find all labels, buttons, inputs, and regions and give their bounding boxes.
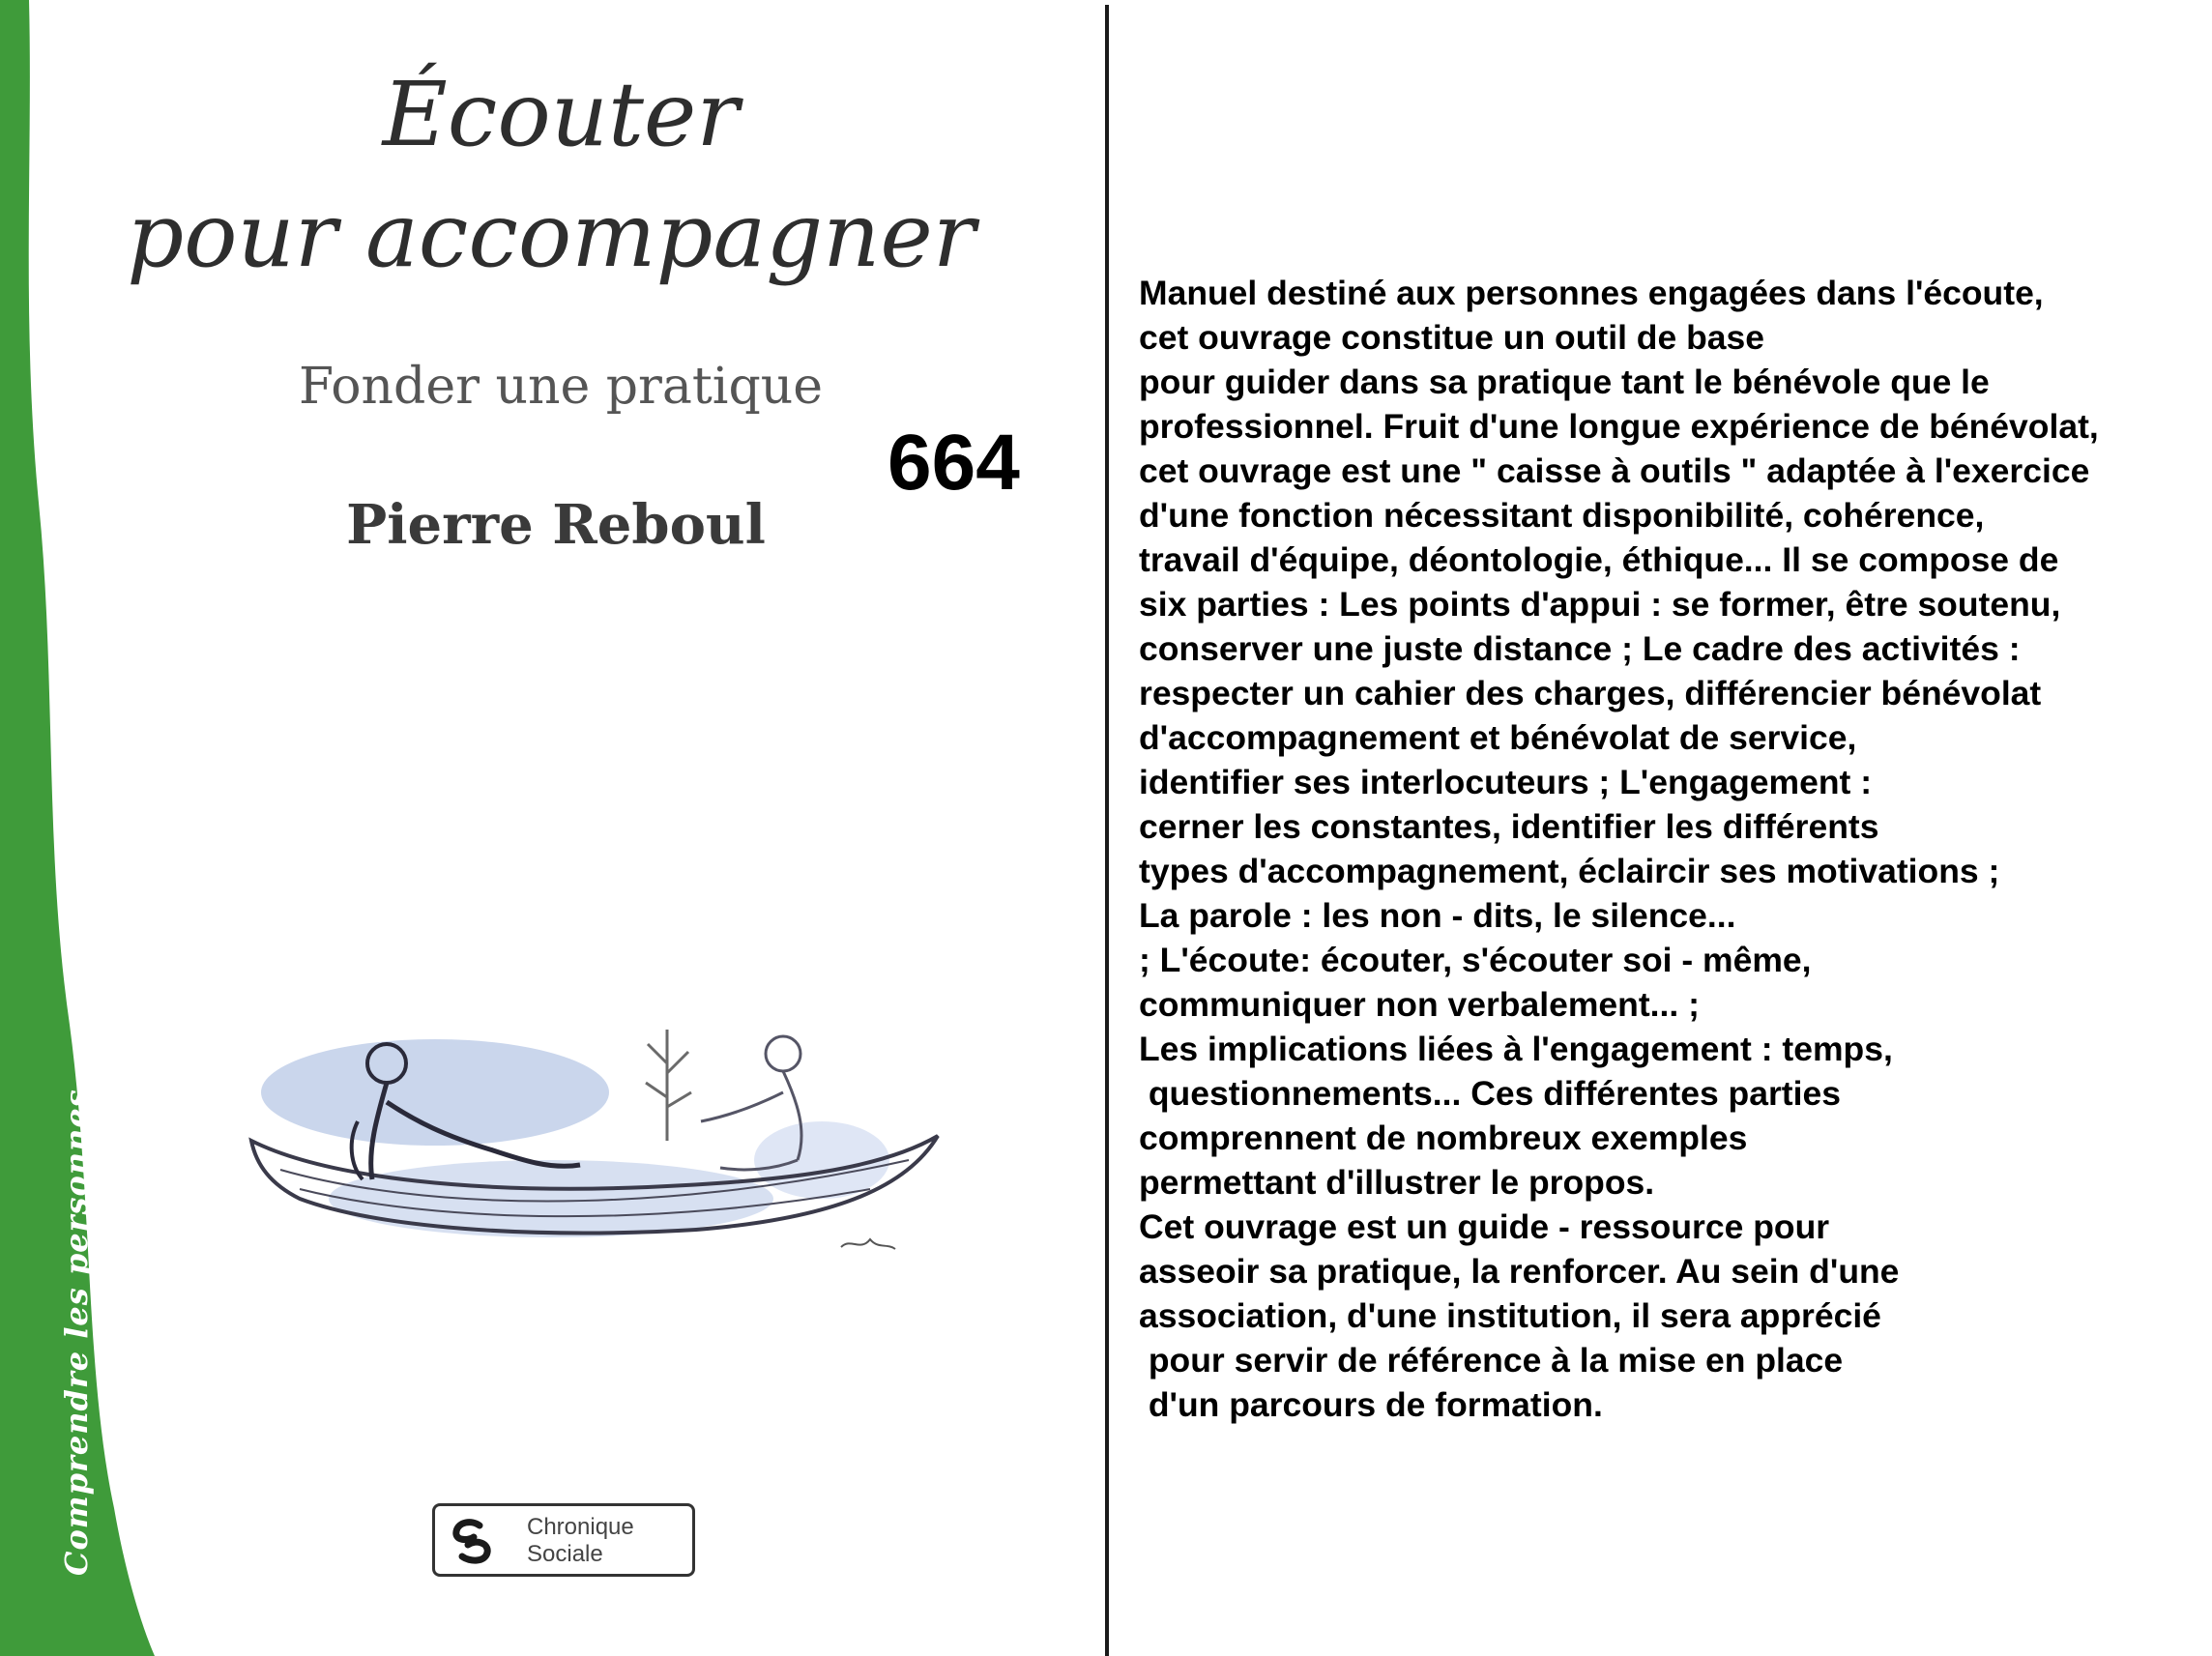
description-line: travail d'équipe, déontologie, éthique... Il se compose de xyxy=(1139,540,2059,579)
description-line: d'une fonction nécessitant disponibilité, cohérence, xyxy=(1139,496,1985,535)
description-line: d'un parcours de formation. xyxy=(1139,1385,1603,1424)
description-line: respecter un cahier des charges, différencier bénévolat xyxy=(1139,674,2042,712)
book-description xyxy=(1139,271,2207,1427)
description-line: professionnel. Fruit d'une longue expérience de bénévolat, xyxy=(1139,407,2099,446)
boat-illustration xyxy=(242,1025,947,1286)
description-line: cet ouvrage est une " caisse à outils " adaptée à l'exercice xyxy=(1139,451,2090,490)
description-line: Les implications liées à l'engagement : temps, xyxy=(1139,1030,1893,1068)
description-line: Cet ouvrage est un guide - ressource pour xyxy=(1139,1207,1830,1246)
description-line: six parties : Les points d'appui : se former, être soutenu, xyxy=(1139,585,2061,624)
vertical-divider xyxy=(1105,5,1109,1656)
book-cover xyxy=(0,0,1102,1656)
description-line: communiquer non verbalement... ; xyxy=(1139,985,1700,1024)
description-line: identifier ses interlocuteurs ; L'engagement : xyxy=(1139,763,1873,801)
description-line: ; L'écoute: écouter, s'écouter soi - même, xyxy=(1139,941,1812,979)
description-line: d'accompagnement et bénévolat de service, xyxy=(1139,718,1857,757)
description-line: questionnements... Ces différentes parties xyxy=(1139,1074,1841,1113)
publisher-logo xyxy=(432,1503,695,1577)
book-title-line-2: pour accompagner xyxy=(127,184,975,287)
description-line: cet ouvrage constitue un outil de base xyxy=(1139,318,1765,357)
book-subtitle: Fonder une pratique xyxy=(299,358,823,416)
publisher-name-line-2: Sociale xyxy=(527,1541,603,1567)
publisher-name-line-1: Chronique xyxy=(527,1514,634,1540)
catalog-number: 664 xyxy=(888,419,1020,507)
series-title: Comprendre les personnes xyxy=(58,1089,95,1576)
description-line: pour servir de référence à la mise en place xyxy=(1139,1341,1844,1380)
description-line: comprennent de nombreux exemples xyxy=(1139,1119,1748,1157)
description-line: pour guider dans sa pratique tant le bénévole que le xyxy=(1139,363,1990,401)
description-line: types d'accompagnement, éclaircir ses motivations ; xyxy=(1139,852,2000,890)
description-line: permettant d'illustrer le propos. xyxy=(1139,1163,1655,1202)
description-line: cerner les constantes, identifier les différents xyxy=(1139,807,1879,846)
description-line: conserver une juste distance ; Le cadre des activités : xyxy=(1139,629,2021,668)
description-line: asseoir sa pratique, la renforcer. Au sein d'une xyxy=(1139,1252,1900,1291)
book-author: Pierre Reboul xyxy=(346,493,766,557)
description-line: association, d'une institution, il sera apprécié xyxy=(1139,1296,1881,1335)
description-line: Manuel destiné aux personnes engagées dans l'écoute, xyxy=(1139,274,2044,312)
book-title-line-1: Écouter xyxy=(382,63,740,166)
description-line: La parole : les non - dits, le silence... xyxy=(1139,896,1736,935)
publisher-name xyxy=(527,1514,634,1568)
chronique-sociale-logo-icon xyxy=(447,1516,497,1566)
